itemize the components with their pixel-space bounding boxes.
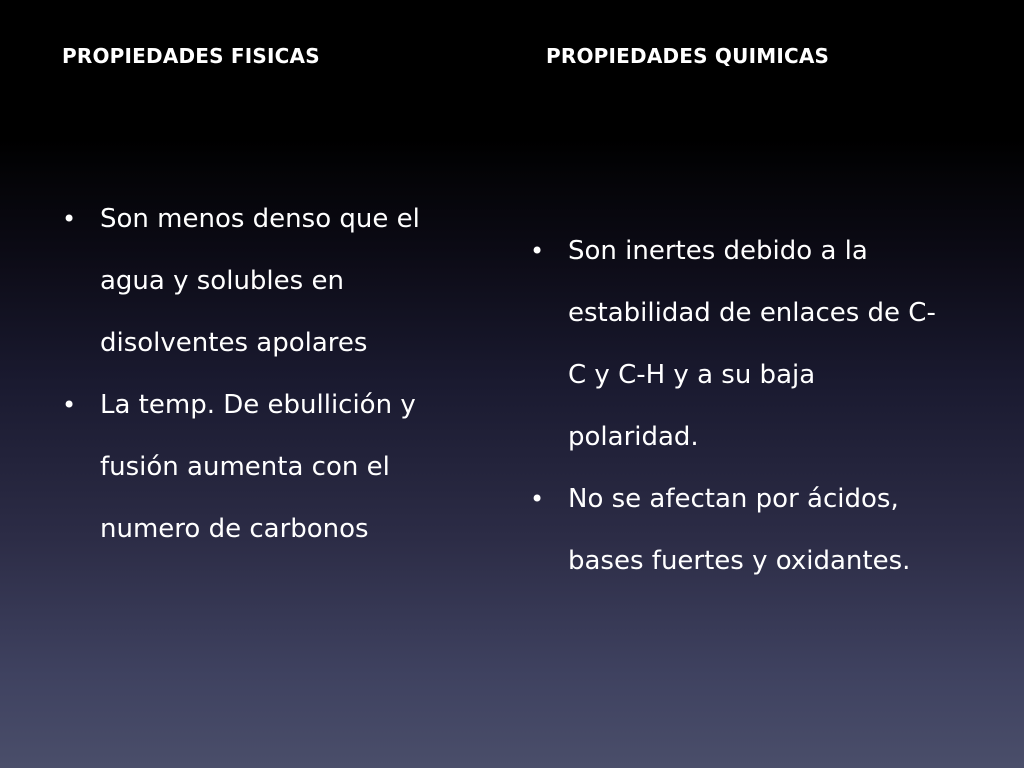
bullet-icon: • [62, 205, 77, 233]
bullet-text: La temp. De ebullición y fusión aumenta con el numero de carbonos [100, 390, 416, 544]
heading-chemical-properties: PROPIEDADES QUIMICAS [546, 44, 830, 68]
bullet-icon: • [530, 485, 545, 513]
bullet-text: Son menos denso que el agua y solubles en disolventes apolares [100, 204, 420, 358]
chemical-properties-list [530, 220, 950, 592]
list-item [62, 374, 462, 560]
bullet-text: Son inertes debido a la estabilidad de enlaces de C-C y C-H y a su baja polaridad. [568, 236, 936, 452]
bullet-icon: • [530, 237, 545, 265]
heading-physical-properties: PROPIEDADES FISICAS [62, 44, 320, 68]
bullet-icon: • [62, 391, 77, 419]
list-item [530, 220, 950, 468]
list-item [62, 188, 462, 374]
physical-properties-list [62, 188, 462, 560]
list-item [530, 468, 950, 592]
bullet-text: No se afectan por ácidos, bases fuertes y oxidantes. [568, 484, 911, 576]
